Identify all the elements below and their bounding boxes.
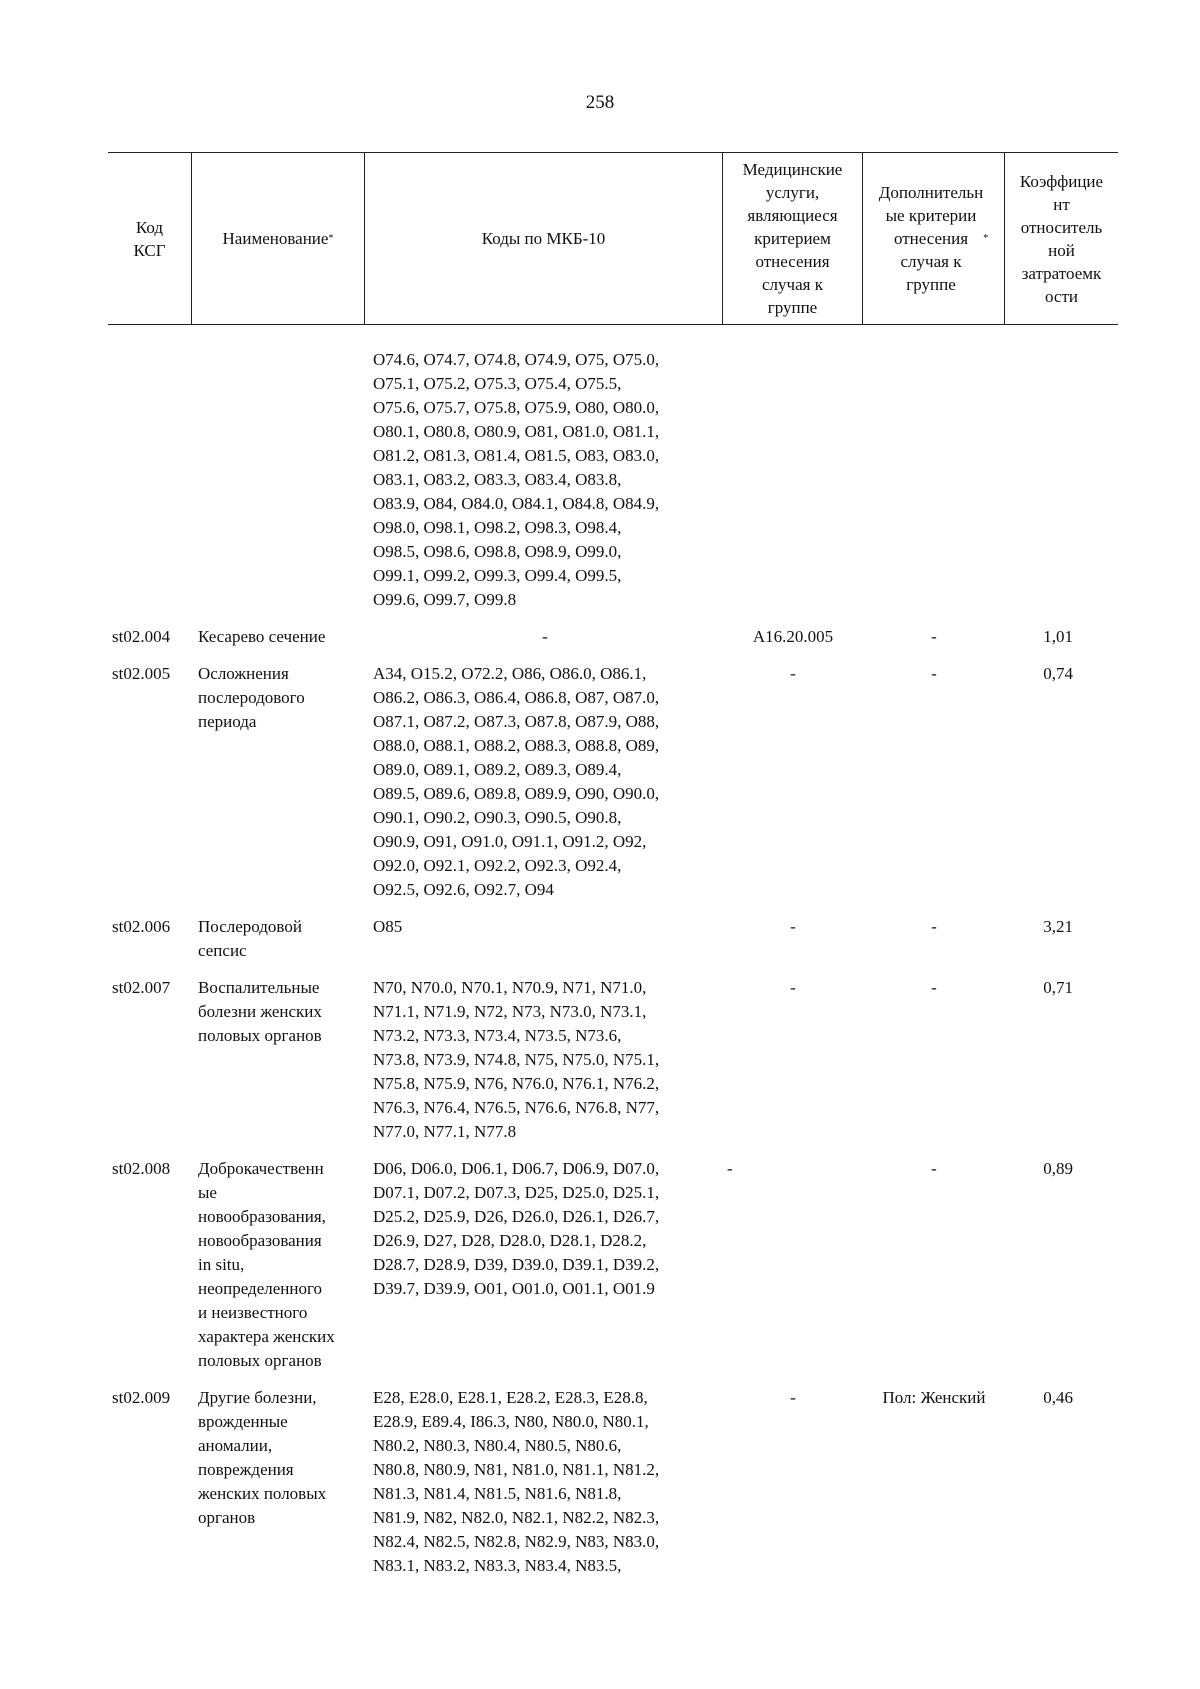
- table-header: [108, 152, 1118, 325]
- row-name: Воспалительные болезни женских половых органов: [198, 978, 322, 1045]
- row-services: -: [727, 1159, 733, 1178]
- row-name: Другие болезни, врожденные аномалии, повреждения женских половых органов: [198, 1388, 327, 1527]
- header-medical-services: Медицинские услуги, являющиеся критерием отнесения случая к группе: [723, 153, 863, 324]
- row-coefficient: 0,71: [1043, 978, 1073, 997]
- row-name: Кесарево сечение: [198, 627, 326, 646]
- row-code: st02.007: [112, 978, 171, 997]
- table-row: [108, 915, 1118, 963]
- row-name: Доброкачественн ые новообразования, новообразования in situ, неопределенного и неизвестного характера женских половых органов: [198, 1159, 335, 1370]
- row-services: -: [790, 917, 796, 936]
- header-name: [192, 153, 365, 324]
- row-icd-codes: O85: [373, 917, 403, 936]
- row-services: -: [790, 978, 796, 997]
- row-code: st02.008: [112, 1159, 171, 1178]
- table-row: [108, 1386, 1118, 1578]
- header-additional-criteria: [863, 153, 1005, 324]
- row-criteria: [863, 348, 1005, 612]
- row-coefficient: 0,46: [1043, 1388, 1073, 1407]
- header-criteria-asterisk: *: [983, 233, 989, 244]
- row-name: Послеродовой сепсис: [198, 917, 302, 960]
- row-criteria: -: [931, 917, 937, 936]
- row-code: st02.009: [112, 1388, 171, 1407]
- row-coefficient: 0,89: [1043, 1159, 1073, 1178]
- row-name: Осложнения послеродового периода: [198, 664, 305, 731]
- row-coefficient: 0,74: [1043, 664, 1073, 683]
- row-coefficient: 1,01: [1043, 627, 1073, 646]
- header-additional-criteria-label: Дополнительн ые критерии отнесения случая к группе: [878, 183, 984, 294]
- row-icd-codes: D06, D06.0, D06.1, D06.7, D06.9, D07.0, D07.1, D07.2, D07.3, D25, D25.0, D25.1, D25.2, D25.9, D26, D26.0, D26.1, D26.7, D26.9, D27, D28, D28.0, D28.1, D28.2, D28.7, D28.9, D39, D39.0, D39.1, D39.2, D39.7, D39.9, O01, O01.0, O01.1, O01.9: [373, 1159, 660, 1298]
- row-criteria: Пол: Женский: [882, 1388, 986, 1407]
- row-criteria: -: [931, 627, 937, 646]
- header-name-asterisk: *: [328, 233, 334, 244]
- row-icd-codes: N70, N70.0, N70.1, N70.9, N71, N71.0, N71.1, N71.9, N72, N73, N73.0, N73.1, N73.2, N73.3, N73.4, N73.5, N73.6, N73.8, N73.9, N74.8, N75, N75.0, N75.1, N75.8, N75.9, N76, N76.0, N76.1, N76.2, N76.3, N76.4, N76.5, N76.6, N76.8, N77, N77.0, N77.1, N77.8: [373, 978, 660, 1141]
- row-icd-codes: E28, E28.0, E28.1, E28.2, E28.3, E28.8, E28.9, E89.4, I86.3, N80, N80.0, N80.1, N80.2, N80.3, N80.4, N80.5, N80.6, N80.8, N80.9, N81, N81.0, N81.1, N81.2, N81.3, N81.4, N81.5, N81.6, N81.8, N81.9, N82, N82.0, N82.1, N82.2, N82.3, N82.4, N82.5, N82.8, N82.9, N83, N83.0, N83.1, N83.2, N83.3, N83.4, N83.5,: [373, 1388, 660, 1575]
- page-number: 258: [585, 92, 615, 113]
- table-row: [108, 625, 1118, 649]
- table-row: [108, 662, 1118, 902]
- header-icd-codes: Коды по МКБ-10: [365, 153, 723, 324]
- row-icd-codes: -: [542, 627, 548, 646]
- header-coefficient: Коэффицие нт относитель ной затратоемк ости: [1019, 171, 1104, 306]
- table-body: [108, 348, 1118, 1591]
- header-name-label: Наименование: [222, 229, 329, 248]
- row-name: [192, 348, 365, 612]
- row-code: st02.005: [112, 664, 171, 683]
- row-criteria: -: [931, 1159, 937, 1178]
- row-icd-codes: A34, O15.2, O72.2, O86, O86.0, O86.1, O86.2, O86.3, O86.4, O86.8, O87, O87.0, O87.1, O87.2, O87.3, O87.8, O87.9, O88, O88.0, O88.1, O88.2, O88.3, O88.8, O89, O89.0, O89.1, O89.2, O89.3, O89.4, O89.5, O89.6, O89.8, O89.9, O90, O90.0, O90.1, O90.2, O90.3, O90.5, O90.8, O90.9, O91, O91.0, O91.1, O91.2, O92, O92.0, O92.1, O92.2, O92.3, O92.4, O92.5, O92.6, O92.7, O94: [373, 664, 660, 899]
- row-code: [108, 348, 192, 612]
- table-row: [108, 1157, 1118, 1373]
- row-code: st02.004: [112, 627, 171, 646]
- row-criteria: -: [931, 978, 937, 997]
- row-services: -: [790, 664, 796, 683]
- table-row: [108, 976, 1118, 1144]
- row-services: [723, 348, 863, 612]
- row-coefficient: 3,21: [1043, 917, 1073, 936]
- row-criteria: -: [931, 664, 937, 683]
- row-services: A16.20.005: [752, 627, 834, 646]
- row-coefficient: [1005, 348, 1118, 612]
- row-icd-codes: O74.6, O74.7, O74.8, O74.9, O75, O75.0, O75.1, O75.2, O75.3, O75.4, O75.5, O75.6, O75.7, O75.8, O75.9, O80, O80.0, O80.1, O80.8, O80.9, O81, O81.0, O81.1, O81.2, O81.3, O81.4, O81.5, O83, O83.0, O83.1, O83.2, O83.3, O83.4, O83.8, O83.9, O84, O84.0, O84.1, O84.8, O84.9, O98.0, O98.1, O98.2, O98.3, O98.4, O98.5, O98.6, O98.8, O98.9, O99.0, O99.1, O99.2, O99.3, O99.4, O99.5, O99.6, O99.7, O99.8: [373, 350, 660, 609]
- table-row: [108, 348, 1118, 612]
- row-code: st02.006: [112, 917, 171, 936]
- row-services: -: [790, 1388, 796, 1407]
- header-ksg-code: Код КСГ: [108, 153, 192, 324]
